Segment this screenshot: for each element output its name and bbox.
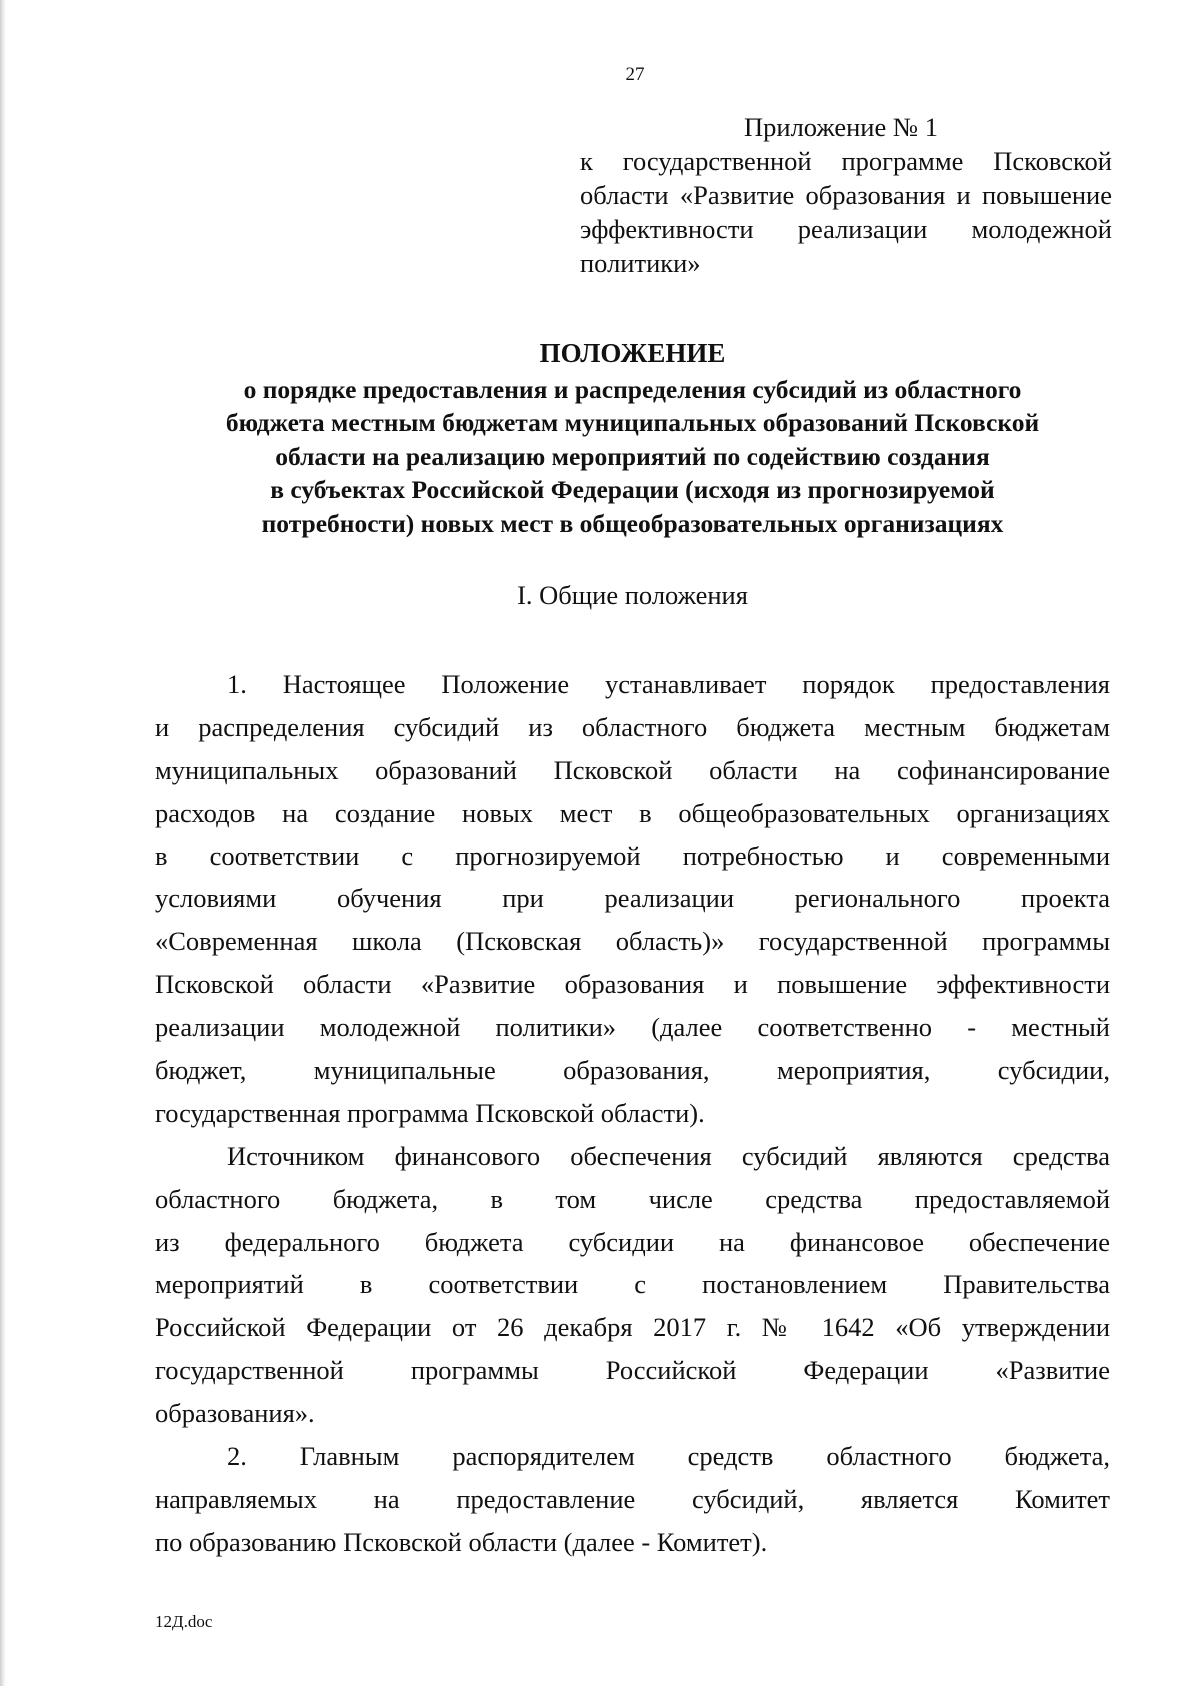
paragraph-line: Источником финансового обеспечения субсидий являются средства: [227, 1140, 1110, 1171]
document-title-line: бюджета местным бюджетам муниципальных образований Псковской: [225, 408, 1040, 437]
paragraph-line: расходов на создание новых мест в общеобразовательных организациях: [155, 797, 1110, 828]
paragraph-line: мероприятий в соответствии с постановлением Правительства: [155, 1269, 1110, 1300]
paragraph-line: 2. Главным распорядителем средств областного бюджета,: [227, 1441, 1110, 1472]
document-title-heading: ПОЛОЖЕНИЕ: [539, 338, 726, 368]
document-title-line: потребности) новых мест в общеобразовательных организациях: [261, 508, 1004, 538]
paragraph-line: муниципальных образований Псковской области на софинансирование: [155, 754, 1110, 785]
paragraph-line: условиями обучения при реализации регионального проекта: [155, 883, 1110, 914]
paragraph-line: из федерального бюджета субсидии на финансовое обеспечение: [155, 1226, 1110, 1257]
footer-filename: 12Д.doc: [155, 1612, 213, 1631]
document-title-line: в субъектах Российской Федерации (исходя из прогнозируемой: [270, 475, 995, 504]
paragraph-line: 1. Настоящее Положение устанавливает порядок предоставления: [227, 669, 1110, 699]
document-title: [155, 337, 1110, 540]
paragraph-line: по образованию Псковской области (далее - Комитет).: [155, 1526, 768, 1557]
appendix-note: [580, 110, 1112, 280]
paragraph-line: образования».: [155, 1398, 315, 1429]
document-title-line: области на реализацию мероприятий по содействию создания: [275, 441, 990, 471]
paragraph-line: в соответствии с прогнозируемой потребностью и современными: [155, 840, 1110, 871]
appendix-title: Приложение № 1: [744, 112, 939, 142]
paragraph-line: и распределения субсидий из областного бюджета местным бюджетам: [155, 711, 1110, 742]
section-heading: I. Общие положения: [517, 580, 748, 610]
paragraph-line: «Современная школа (Псковская область)» государственной программы: [155, 926, 1110, 957]
paragraph-line: реализации молодежной политики» (далее соответственно - местный: [155, 1012, 1110, 1043]
paragraph-line: Псковской области «Развитие образования и повышение эффективности: [155, 969, 1110, 1000]
page-number: 27: [625, 64, 645, 85]
paragraph-line: Российской Федерации от 26 декабря 2017 г. № 1642 «Об утверждении: [155, 1312, 1110, 1343]
appendix-text: к государственной программе Псковской области «Развитие образования и повышение эффективности реализации молодежной политики»: [580, 146, 1112, 278]
paragraph-line: государственная программа Псковской области).: [155, 1097, 705, 1128]
paragraph-line: направляемых на предоставление субсидий, является Комитет: [155, 1483, 1110, 1514]
document-title-line: о порядке предоставления и распределения субсидий из областного: [243, 374, 1022, 404]
body-text: [155, 663, 1110, 1564]
paragraph-line: государственной программы Российской Федерации «Развитие: [155, 1355, 1110, 1386]
scan-edge: [0, 0, 6, 1686]
paragraph-line: областного бюджета, в том числе средства предоставляемой: [155, 1183, 1110, 1214]
paragraph-line: бюджет, муниципальные образования, мероприятия, субсидии,: [155, 1055, 1110, 1086]
